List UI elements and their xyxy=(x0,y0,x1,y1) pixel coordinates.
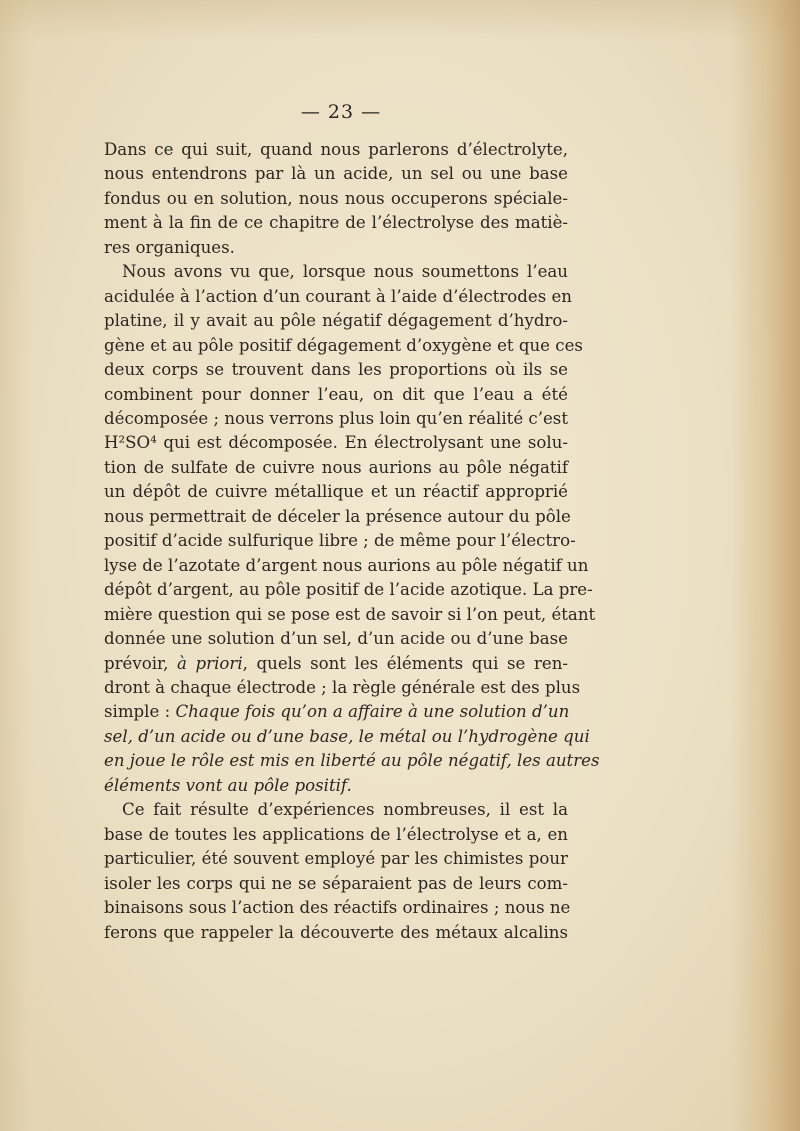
text-line: particulier, été souvent employé par les chimistes pour xyxy=(104,849,568,869)
paper-edge-left xyxy=(0,0,30,1131)
text-line: nous permettrait de déceler la présence autour du pôle xyxy=(104,506,571,526)
text-line-mixed xyxy=(104,700,568,724)
paragraph-2 xyxy=(104,260,600,798)
text-line: deux corps se trouvent dans les proportions où ils se xyxy=(104,360,568,380)
text-line: H²SO⁴ qui est décomposée. En électrolysant une solu- xyxy=(104,433,568,453)
text-line: donnée une solution d’un sel, d’un acide ou d’une base xyxy=(104,629,568,649)
text-line: base de toutes les applications de l’électrolyse et a, en xyxy=(104,824,568,844)
text-fragment: , quels sont les éléments qui se ren- xyxy=(242,653,568,673)
text-line: gène et au pôle positif dégagement d’oxygène et que ces xyxy=(104,335,583,355)
text-line: Ce fait résulte d’expériences nombreuses, il est la xyxy=(122,800,568,820)
text-line: fondus ou en solution, nous nous occuperons spéciale- xyxy=(104,188,568,208)
text-line: un dépôt de cuivre métallique et un réactif approprié xyxy=(104,482,568,502)
text-line: ferons que rappeler la découverte des métaux alcalins xyxy=(104,922,568,942)
text-block xyxy=(104,94,600,945)
text-line: acidulée à l’action d’un courant à l’aide d’électrodes en xyxy=(104,286,572,306)
italic-line: en joue le rôle est mis en liberté au pôle négatif, les autres xyxy=(104,751,600,771)
text-line: combinent pour donner l’eau, on dit que l’eau a été xyxy=(104,384,568,404)
text-line: nous entendrons par là un acide, un sel ou une base xyxy=(104,164,568,184)
text-line: platine, il y avait au pôle négatif dégagement d’hydro- xyxy=(104,311,568,331)
text-line: tion de sulfate de cuivre nous aurions au pôle négatif xyxy=(104,457,568,477)
text-fragment: prévoir, xyxy=(104,653,178,673)
italic-line: éléments vont au pôle positif. xyxy=(104,775,352,795)
text-line: positif d’acide sulfurique libre ; de même pour l’électro- xyxy=(104,531,576,551)
page-number: — 23 — xyxy=(300,101,382,123)
text-line: res organiques. xyxy=(104,237,235,257)
text-line-mixed xyxy=(104,652,568,676)
text-line: dépôt d’argent, au pôle positif de l’acide azotique. La pre- xyxy=(104,580,593,600)
paragraph-3 xyxy=(104,798,571,945)
text-line: lyse de l’azotate d’argent nous aurions au pôle négatif un xyxy=(104,555,589,575)
text-line: isoler les corps qui ne se séparaient pas de leurs com- xyxy=(104,873,568,893)
text-line: dront à chaque électrode ; la règle générale est des plus xyxy=(104,677,581,697)
text-line: ment à la fin de ce chapitre de l’électrolyse des matiè- xyxy=(104,213,568,233)
paper-edge-right xyxy=(730,0,800,1131)
text-line: mière question qui se pose est de savoir si l’on peut, étant xyxy=(104,604,596,624)
italic-fragment: à priori xyxy=(177,653,243,673)
text-line: Dans ce qui suit, quand nous parlerons d’électrolyte, xyxy=(104,140,568,159)
paper-edge-top xyxy=(0,0,800,40)
text-line: binaisons sous l’action des réactifs ordinaires ; nous ne xyxy=(104,898,571,918)
text-fragment: simple : xyxy=(104,702,176,722)
italic-line: sel, d’un acide ou d’une base, le métal ou l’hydrogène qui xyxy=(104,726,590,746)
italic-fragment: Chaque fois qu’on a affaire à une solution d’un xyxy=(175,702,570,722)
text-line: Nous avons vu que, lorsque nous soumettons l’eau xyxy=(122,262,568,282)
text-line: décomposée ; nous verrons plus loin qu’en réalité c’est xyxy=(104,408,568,428)
paragraph-1 xyxy=(104,138,568,260)
